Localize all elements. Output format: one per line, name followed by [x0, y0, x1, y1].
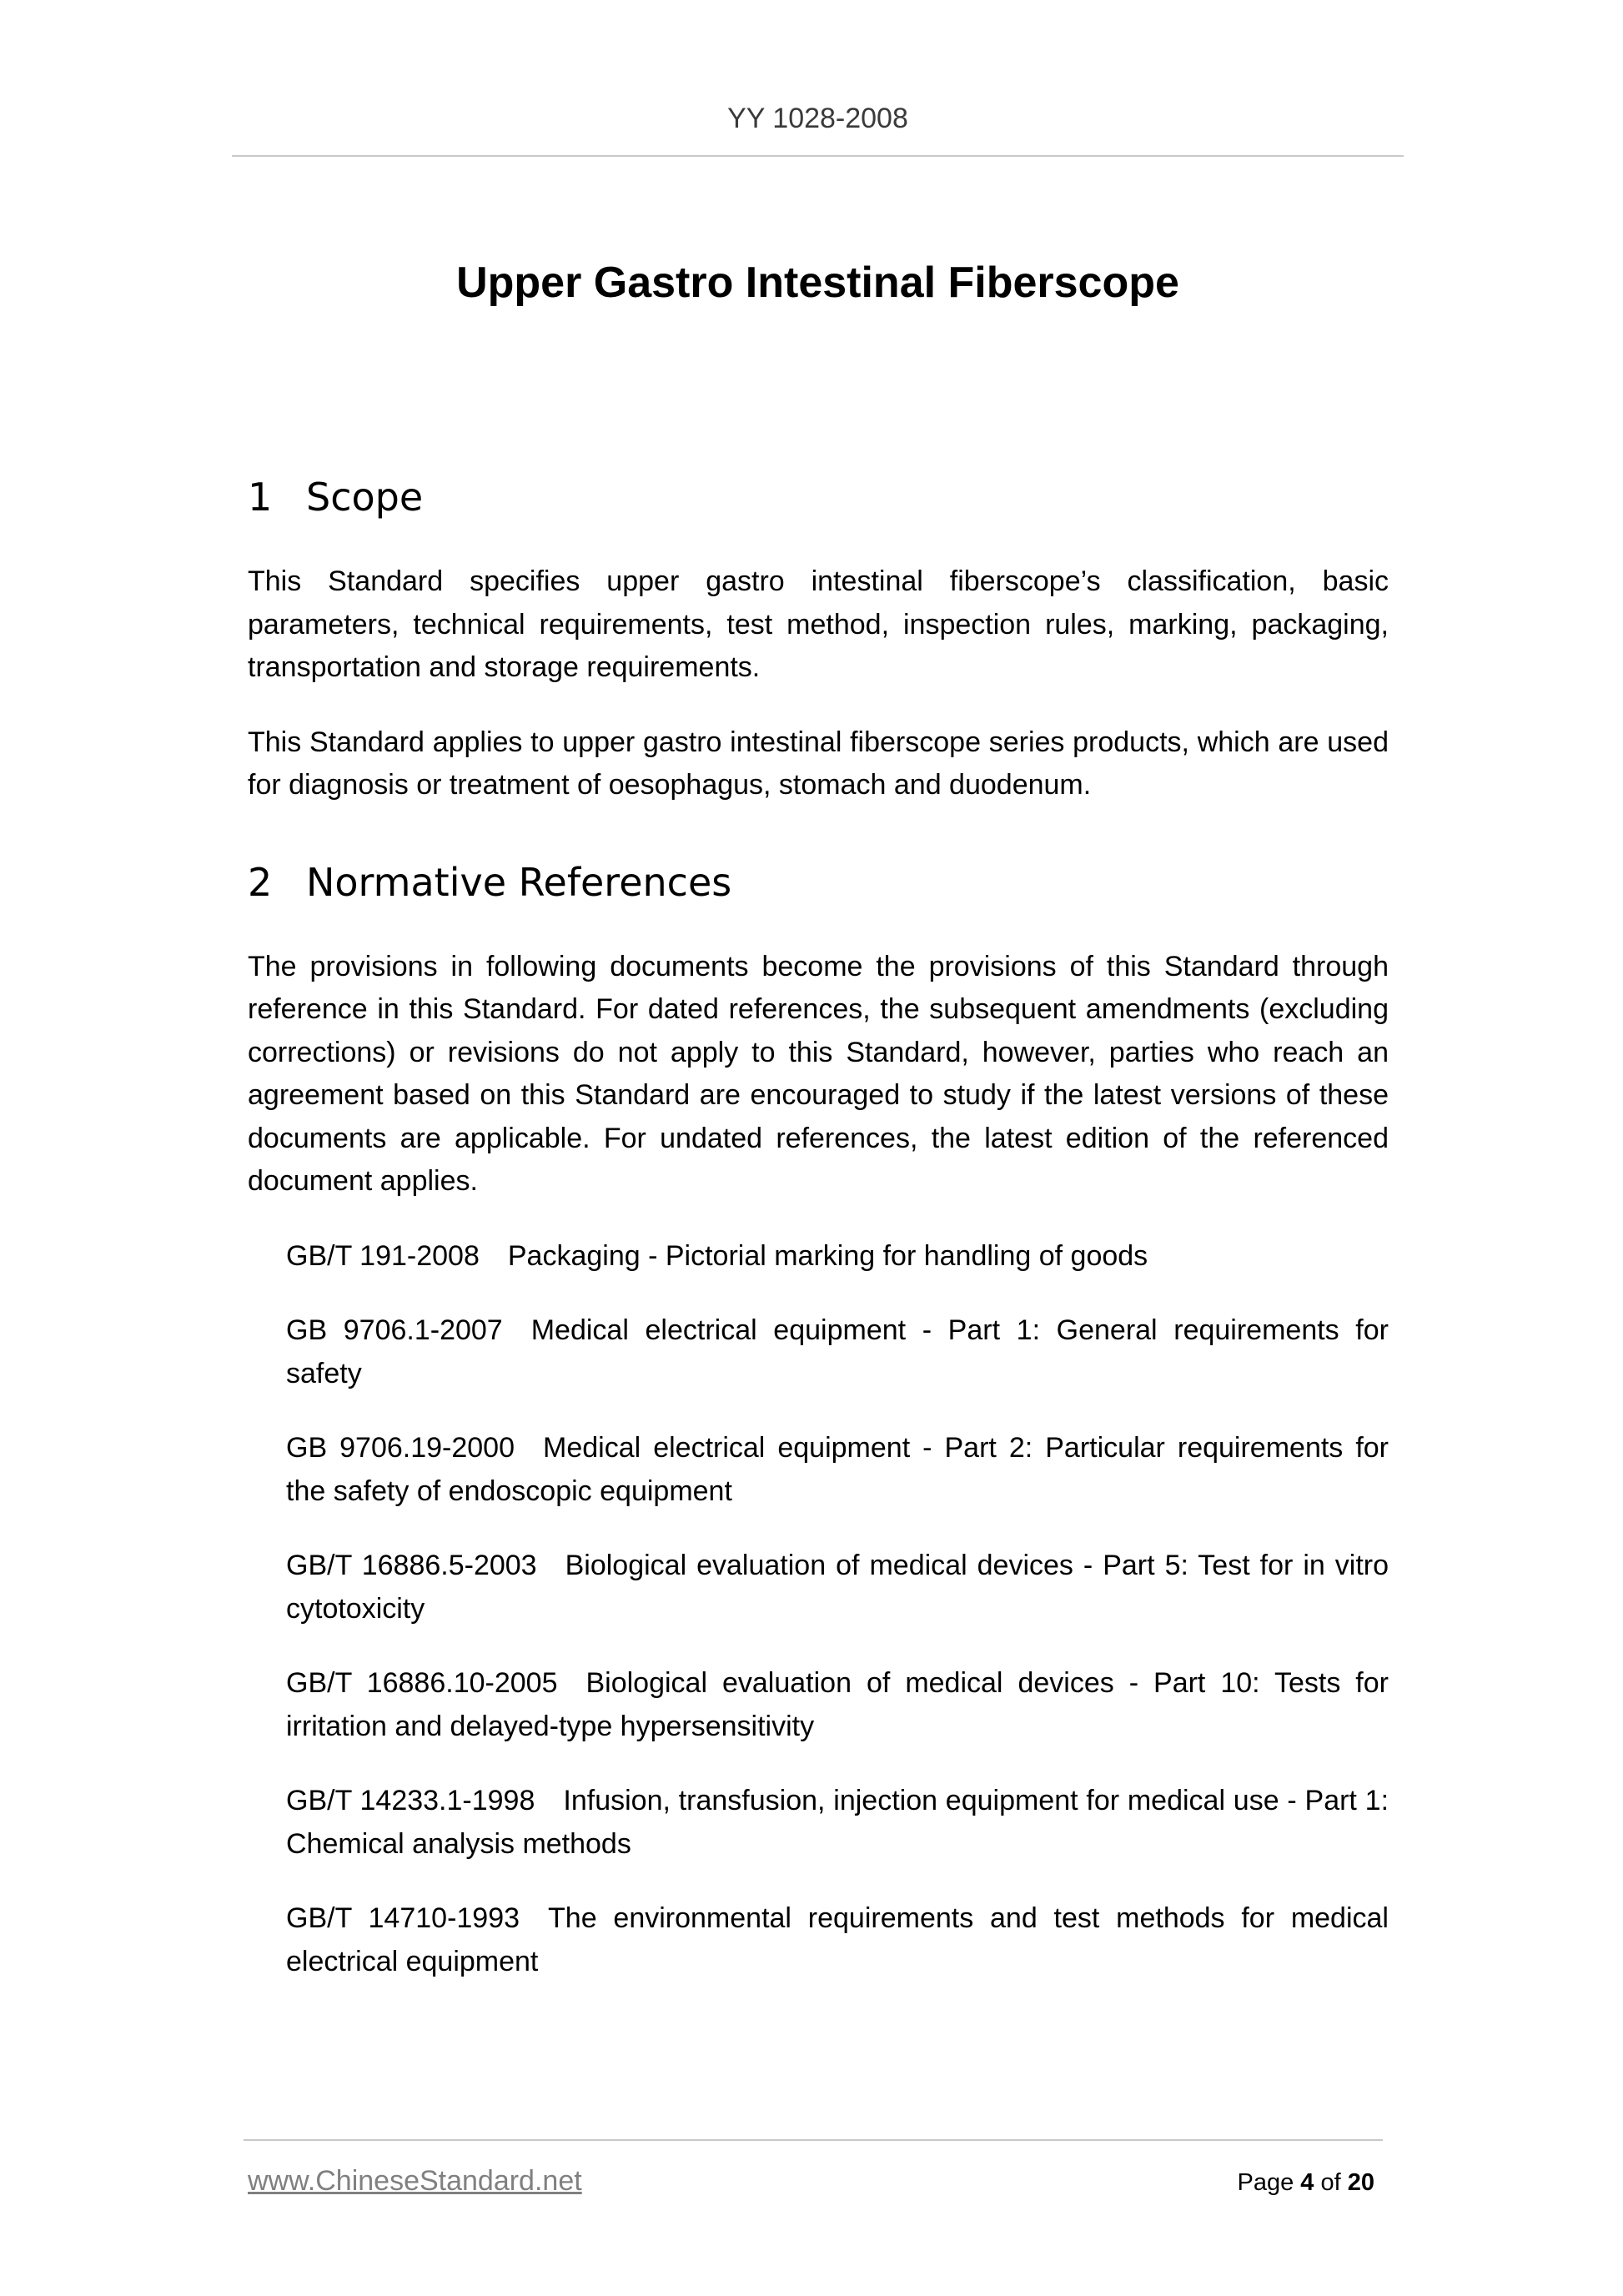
website-link[interactable]: www.ChineseStandard.net: [248, 2165, 582, 2197]
scope-paragraph: This Standard specifies upper gastro intestinal fiberscope’s classification, basic parameters, technical requirements, test method, inspection rules, marking, packaging, transportation and storage requirements.: [248, 565, 1389, 683]
section-2-heading: [248, 852, 1389, 912]
reference-code: GB/T 16886.10-2005: [286, 1667, 558, 1699]
section-number: 2: [248, 859, 273, 905]
reference-item: [286, 1235, 1389, 1279]
section-title: Normative References: [306, 859, 732, 905]
document-title: Upper Gastro Intestinal Fiberscope: [456, 259, 1179, 307]
scope-paragraph: This Standard applies to upper gastro intestinal fiberscope series products, which are used for diagnosis or treatment of oesophagus, stomach and duodenum.: [248, 726, 1389, 801]
reference-title: Biological evaluation of medical devices - Part 10: Tests for irritation and delayed-type hypersensitivity: [286, 1667, 1389, 1742]
reference-code: GB/T 191-2008: [286, 1239, 480, 1272]
section-title: Scope: [306, 475, 424, 520]
reference-title: Packaging - Pictorial marking for handling of goods: [507, 1239, 1148, 1272]
normative-references-list: [248, 1235, 1389, 1984]
reference-code: GB/T 14710-1993: [286, 1902, 520, 1934]
reference-item: [286, 1427, 1389, 1513]
references-intro-paragraph: The provisions in following documents become the provisions of this Standard through reference in this Standard. For dated references, the subsequent amendments (excluding corrections) or revisions do not apply to this Standard, however, parties who reach an agreement based on this Standard are encouraged to study if the latest versions of these documents are applicable. For undated references, the latest edition of the referenced document applies.: [248, 950, 1389, 1197]
reference-title: The environmental requirements and test methods for medical electrical equipment: [286, 1902, 1389, 1977]
reference-item: [286, 1309, 1389, 1395]
page-header: YY 1028-2008: [727, 103, 908, 134]
document-body: [248, 467, 1389, 2015]
page-total: 20: [1347, 2169, 1374, 2196]
reference-item: [286, 1780, 1389, 1866]
section-1-heading: [248, 467, 1389, 527]
reference-title: Biological evaluation of medical devices - Part 5: Test for in vitro cytotoxicity: [286, 1550, 1389, 1625]
page-of: of: [1320, 2169, 1341, 2196]
page-indicator: [1237, 2162, 1374, 2203]
reference-title: Infusion, transfusion, injection equipment for medical use - Part 1: Chemical analysis methods: [286, 1785, 1389, 1860]
reference-code: GB/T 16886.5-2003: [286, 1550, 537, 1581]
header-divider: [232, 155, 1404, 157]
reference-code: GB 9706.1-2007: [286, 1314, 503, 1346]
footer-divider: [244, 2139, 1383, 2141]
reference-title: Medical electrical equipment - Part 2: Particular requirements for the safety of endoscopic equipment: [286, 1432, 1389, 1507]
reference-item: [286, 1662, 1389, 1748]
reference-title: Medical electrical equipment - Part 1: General requirements for safety: [286, 1314, 1389, 1389]
reference-code: GB/T 14233.1-1998: [286, 1785, 535, 1816]
page-prefix: Page: [1237, 2169, 1294, 2196]
page-current: 4: [1300, 2169, 1314, 2196]
reference-item: [286, 1897, 1389, 1983]
section-number: 1: [248, 475, 273, 520]
reference-item: [286, 1545, 1389, 1630]
reference-code: GB 9706.19-2000: [286, 1432, 515, 1464]
